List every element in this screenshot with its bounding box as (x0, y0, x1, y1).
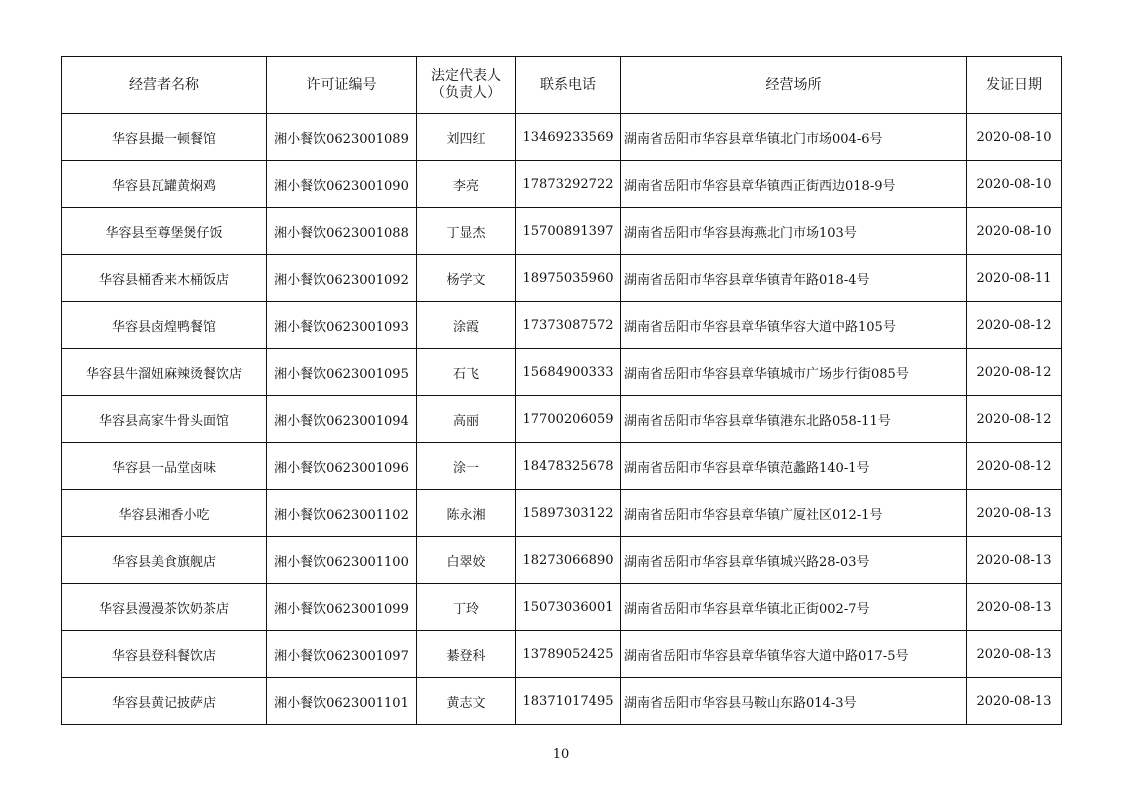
cell-date: 2020-08-13 (967, 631, 1062, 678)
cell-representative: 李亮 (417, 161, 516, 208)
cell-phone: 15684900333 (516, 349, 621, 396)
cell-name: 华容县至尊堡煲仔饭 (62, 208, 267, 255)
column-header-date: 发证日期 (967, 57, 1062, 114)
cell-license: 湘小餐饮0623001093 (267, 302, 417, 349)
cell-phone: 17873292722 (516, 161, 621, 208)
cell-name: 华容县一品堂卤味 (62, 443, 267, 490)
cell-representative: 陈永湘 (417, 490, 516, 537)
cell-date: 2020-08-10 (967, 161, 1062, 208)
cell-date: 2020-08-13 (967, 490, 1062, 537)
cell-phone: 13789052425 (516, 631, 621, 678)
cell-representative: 石飞 (417, 349, 516, 396)
cell-name: 华容县湘香小吃 (62, 490, 267, 537)
cell-date: 2020-08-10 (967, 208, 1062, 255)
cell-address: 湖南省岳阳市华容县章华镇北门市场004-6号 (621, 114, 967, 161)
column-header-address: 经营场所 (621, 57, 967, 114)
cell-date: 2020-08-12 (967, 349, 1062, 396)
table-header-row (62, 57, 1062, 114)
cell-date: 2020-08-13 (967, 537, 1062, 584)
table-body (62, 114, 1062, 725)
cell-phone: 17700206059 (516, 396, 621, 443)
cell-license: 湘小餐饮0623001100 (267, 537, 417, 584)
cell-address: 湖南省岳阳市华容县马鞍山东路014-3号 (621, 678, 967, 725)
cell-name: 华容县登科餐饮店 (62, 631, 267, 678)
column-header-phone: 联系电话 (516, 57, 621, 114)
cell-date: 2020-08-10 (967, 114, 1062, 161)
cell-phone: 15897303122 (516, 490, 621, 537)
cell-name: 华容县卤煌鸭餐馆 (62, 302, 267, 349)
column-header-license: 许可证编号 (267, 57, 417, 114)
cell-representative: 杨学文 (417, 255, 516, 302)
table-row (62, 302, 1062, 349)
column-header-representative-line1: 法定代表人 (431, 68, 501, 84)
cell-license: 湘小餐饮0623001099 (267, 584, 417, 631)
table-row (62, 349, 1062, 396)
cell-license: 湘小餐饮0623001090 (267, 161, 417, 208)
cell-representative: 涂霞 (417, 302, 516, 349)
cell-representative: 刘四红 (417, 114, 516, 161)
cell-license: 湘小餐饮0623001089 (267, 114, 417, 161)
cell-date: 2020-08-13 (967, 584, 1062, 631)
cell-address: 湖南省岳阳市华容县章华镇华容大道中路017-5号 (621, 631, 967, 678)
cell-representative: 丁玲 (417, 584, 516, 631)
cell-license: 湘小餐饮0623001097 (267, 631, 417, 678)
cell-address: 湖南省岳阳市华容县章华镇港东北路058-11号 (621, 396, 967, 443)
cell-phone: 15073036001 (516, 584, 621, 631)
table-row (62, 537, 1062, 584)
column-header-representative-line2: （负责人） (431, 85, 501, 101)
cell-name: 华容县桶香来木桶饭店 (62, 255, 267, 302)
document-sheet (61, 56, 1061, 725)
cell-phone: 18478325678 (516, 443, 621, 490)
cell-license: 湘小餐饮0623001101 (267, 678, 417, 725)
cell-license: 湘小餐饮0623001102 (267, 490, 417, 537)
cell-name: 华容县黄记披萨店 (62, 678, 267, 725)
cell-representative: 丁显杰 (417, 208, 516, 255)
column-header-representative (417, 57, 516, 114)
cell-license: 湘小餐饮0623001092 (267, 255, 417, 302)
cell-phone: 18273066890 (516, 537, 621, 584)
cell-representative: 白翠姣 (417, 537, 516, 584)
table-row (62, 490, 1062, 537)
cell-phone: 18975035960 (516, 255, 621, 302)
cell-address: 湖南省岳阳市华容县章华镇城兴路28-03号 (621, 537, 967, 584)
table-row (62, 631, 1062, 678)
cell-address: 湖南省岳阳市华容县章华镇青年路018-4号 (621, 255, 967, 302)
table-row (62, 255, 1062, 302)
cell-name: 华容县漫漫茶饮奶茶店 (62, 584, 267, 631)
cell-date: 2020-08-13 (967, 678, 1062, 725)
cell-address: 湖南省岳阳市华容县海燕北门市场103号 (621, 208, 967, 255)
table-row (62, 584, 1062, 631)
cell-name: 华容县美食旗舰店 (62, 537, 267, 584)
cell-phone: 17373087572 (516, 302, 621, 349)
cell-name: 华容县牛溜妞麻辣烫餐饮店 (62, 349, 267, 396)
cell-address: 湖南省岳阳市华容县章华镇华容大道中路105号 (621, 302, 967, 349)
table-row (62, 208, 1062, 255)
cell-address: 湖南省岳阳市华容县章华镇城市广场步行街085号 (621, 349, 967, 396)
cell-representative: 綦登科 (417, 631, 516, 678)
cell-phone: 18371017495 (516, 678, 621, 725)
table-row (62, 161, 1062, 208)
cell-name: 华容县高家牛骨头面馆 (62, 396, 267, 443)
cell-representative: 高丽 (417, 396, 516, 443)
table-row (62, 443, 1062, 490)
cell-address: 湖南省岳阳市华容县章华镇范蠡路140-1号 (621, 443, 967, 490)
column-header-name: 经营者名称 (62, 57, 267, 114)
table-row (62, 678, 1062, 725)
page-number: 10 (552, 747, 570, 762)
cell-representative: 涂一 (417, 443, 516, 490)
cell-license: 湘小餐饮0623001096 (267, 443, 417, 490)
cell-name: 华容县瓦罐黄焖鸡 (62, 161, 267, 208)
cell-date: 2020-08-11 (967, 255, 1062, 302)
cell-date: 2020-08-12 (967, 396, 1062, 443)
cell-address: 湖南省岳阳市华容县章华镇西正街西边018-9号 (621, 161, 967, 208)
cell-license: 湘小餐饮0623001088 (267, 208, 417, 255)
cell-license: 湘小餐饮0623001094 (267, 396, 417, 443)
cell-phone: 15700891397 (516, 208, 621, 255)
cell-address: 湖南省岳阳市华容县章华镇北正街002-7号 (621, 584, 967, 631)
cell-name: 华容县撮一顿餐馆 (62, 114, 267, 161)
cell-representative: 黄志文 (417, 678, 516, 725)
table-row (62, 396, 1062, 443)
cell-phone: 13469233569 (516, 114, 621, 161)
cell-date: 2020-08-12 (967, 443, 1062, 490)
cell-address: 湖南省岳阳市华容县章华镇广厦社区012-1号 (621, 490, 967, 537)
cell-date: 2020-08-12 (967, 302, 1062, 349)
cell-license: 湘小餐饮0623001095 (267, 349, 417, 396)
license-table (61, 56, 1062, 725)
table-row (62, 114, 1062, 161)
